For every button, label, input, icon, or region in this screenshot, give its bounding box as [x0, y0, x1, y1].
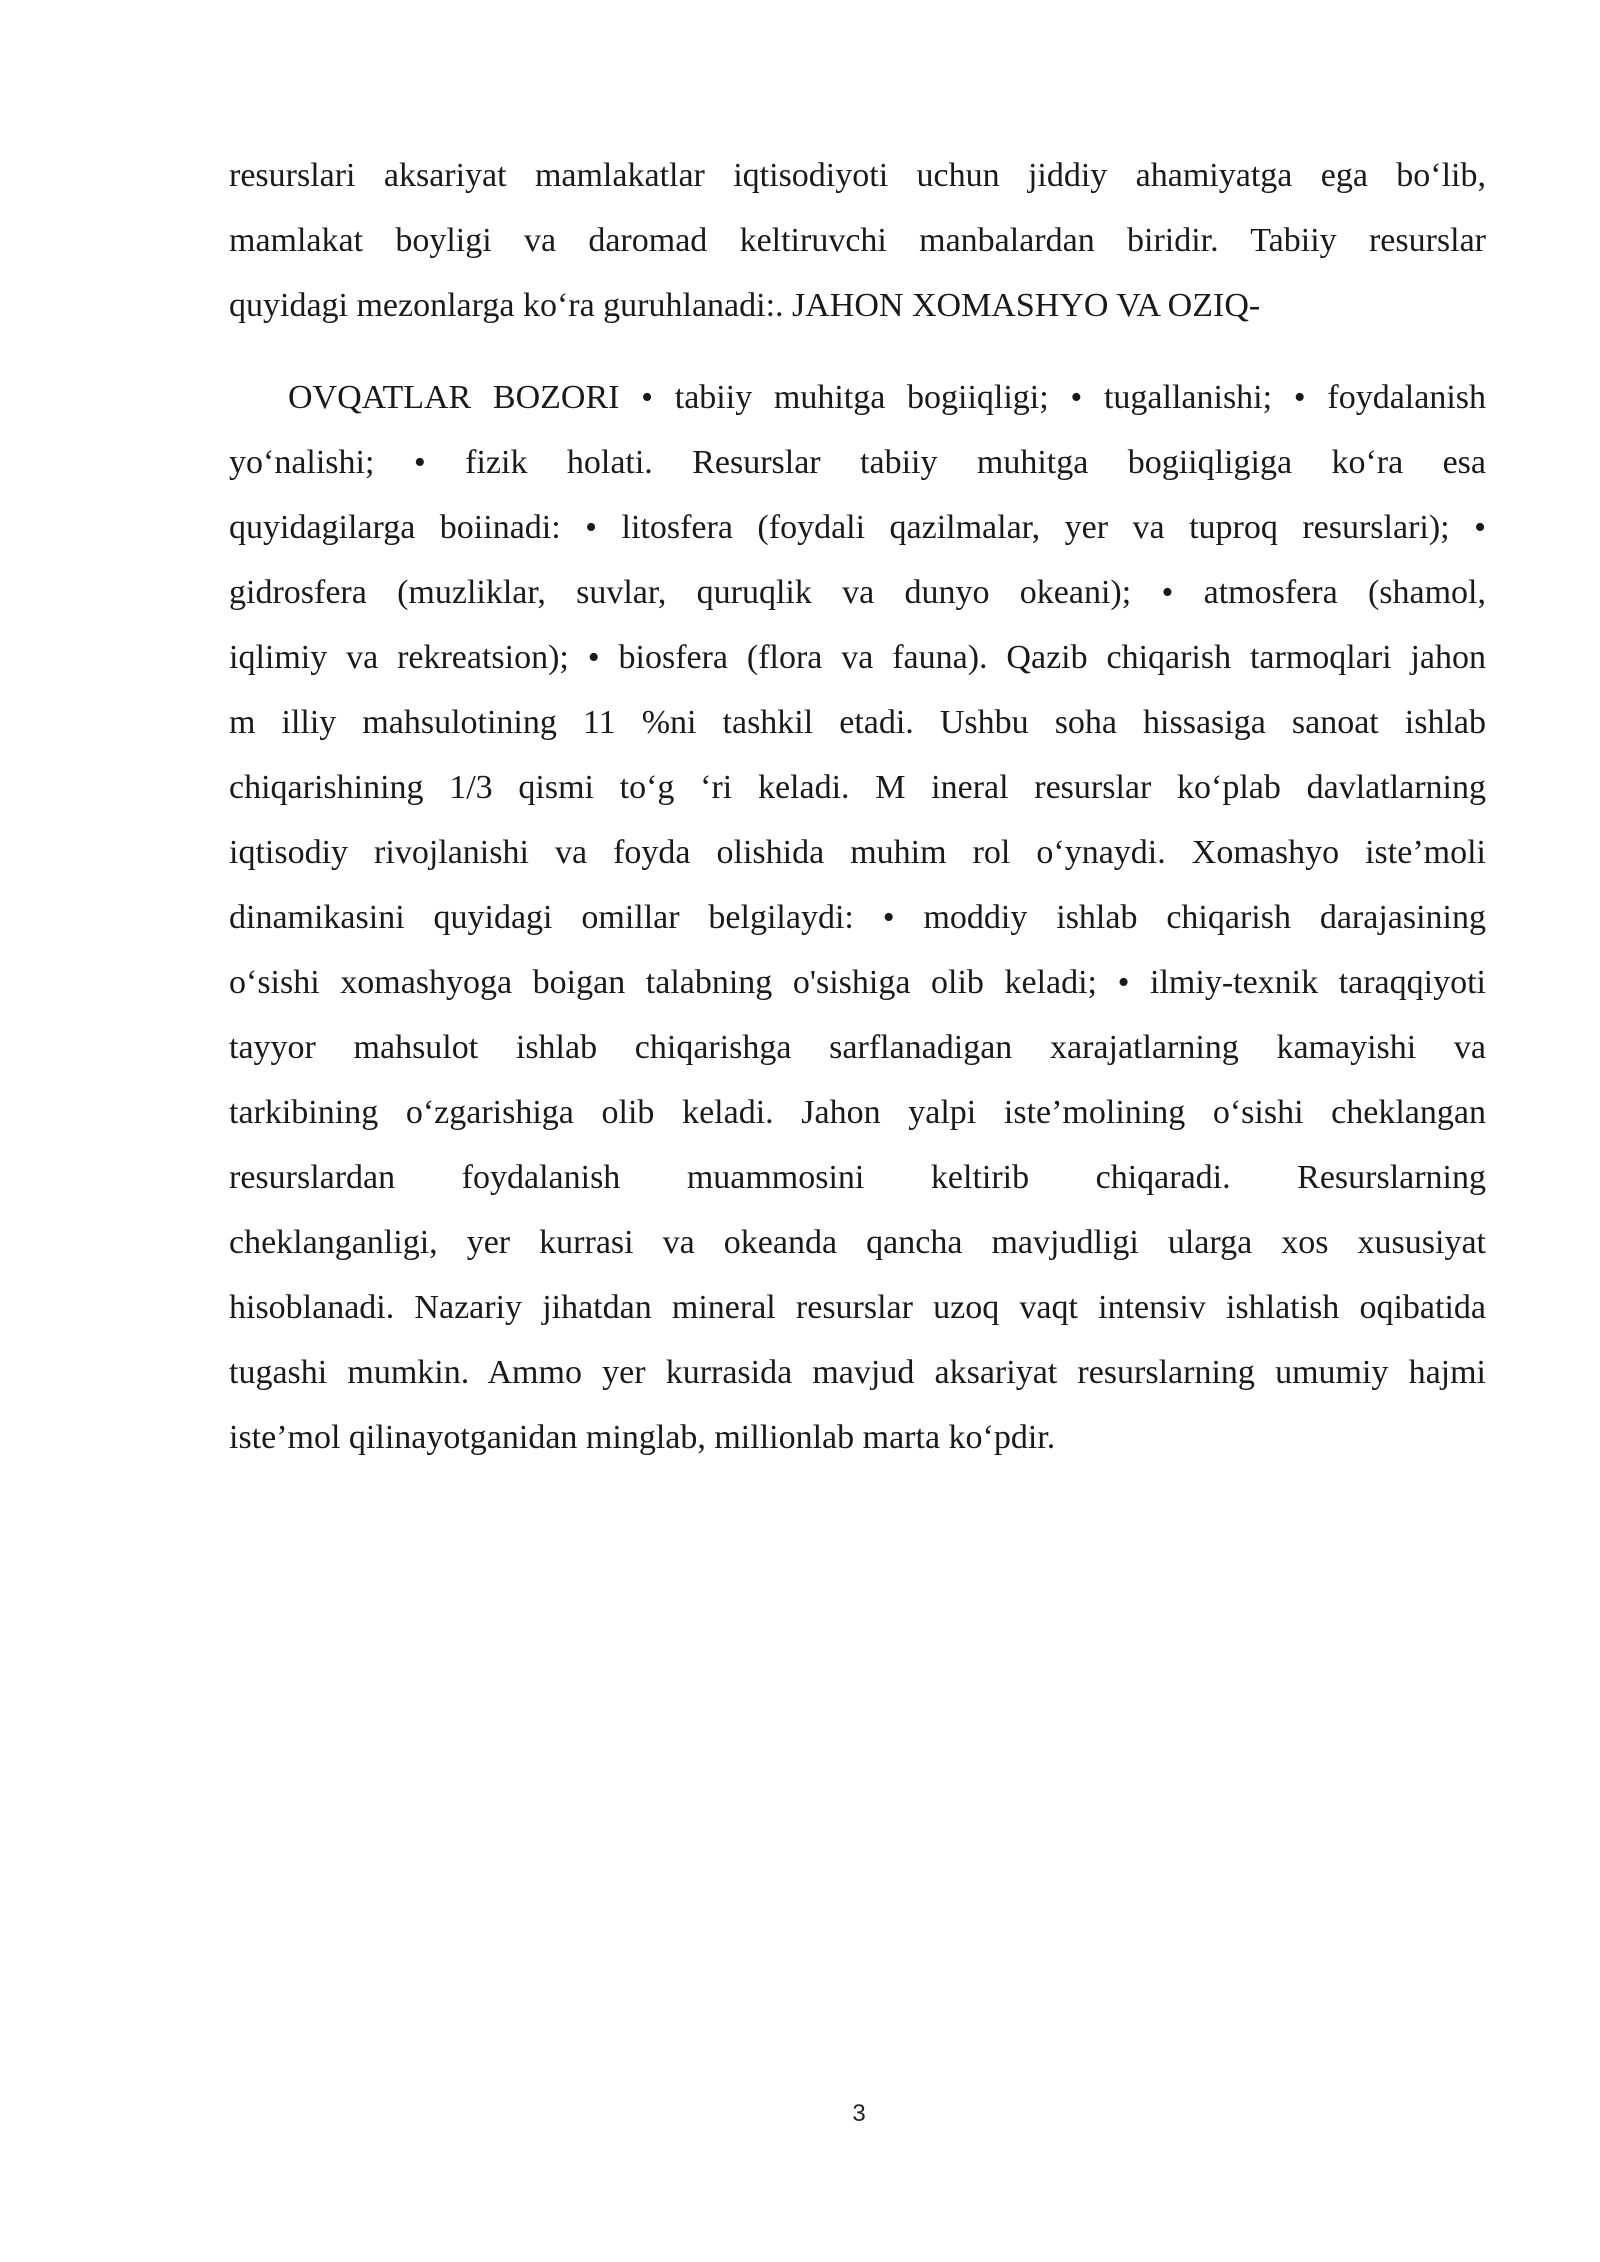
text-line: hisoblanadi. Nazariy jihatdan mineral resurslar uzoq vaqt intensiv ishlatish oqibatida [229, 1289, 1486, 1326]
text-line: OVQATLAR BOZORI • tabiiy muhitga bogiiqligi; • tugallanishi; • foydalanish [288, 379, 1486, 416]
text-line: m illiy mahsulotining 11 %ni tashkil etadi. Ushbu soha hissasiga sanoat ishlab [229, 704, 1486, 741]
text-line: o‘sishi xomashyoga boigan talabning o'sishiga olib keladi; • ilmiy-texnik taraqqiyoti [229, 964, 1486, 1001]
text-line: quyidagi mezonlarga ko‘ra guruhlanadi:. JAHON XOMASHYO VA OZIQ- [229, 287, 1261, 324]
text-line: tayyor mahsulot ishlab chiqarishga sarflanadigan xarajatlarning kamayishi va [229, 1029, 1486, 1066]
paragraph-1 [229, 143, 1486, 338]
text-line: quyidagilarga boiinadi: • litosfera (foydali qazilmalar, yer va tuproq resurslari); • [229, 509, 1486, 546]
page-number: 3 [852, 2100, 866, 2127]
text-line: tugashi mumkin. Ammo yer kurrasida mavjud aksariyat resurslarning umumiy hajmi [229, 1354, 1486, 1391]
text-line: tarkibining o‘zgarishiga olib keladi. Jahon yalpi iste’molining o‘sishi cheklangan [229, 1094, 1486, 1131]
text-line: yo‘nalishi; • fizik holati. Resurslar tabiiy muhitga bogiiqligiga ko‘ra esa [229, 444, 1486, 481]
text-line: resurslari aksariyat mamlakatlar iqtisodiyoti uchun jiddiy ahamiyatga ega bo‘lib, [229, 157, 1486, 194]
text-line: iqlimiy va rekreatsion); • biosfera (flora va fauna). Qazib chiqarish tarmoqlari jahon [229, 639, 1486, 676]
text-line: dinamikasini quyidagi omillar belgilaydi: • moddiy ishlab chiqarish darajasining [229, 899, 1486, 936]
text-line: mamlakat boyligi va daromad keltiruvchi manbalardan biridir. Tabiiy resurslar [229, 222, 1486, 259]
text-line: resurslardan foydalanish muammosini keltirib chiqaradi. Resurslarning [229, 1159, 1486, 1196]
paragraph-2 [229, 365, 1486, 1470]
text-line: iqtisodiy rivojlanishi va foyda olishida muhim rol o‘ynaydi. Xomashyo iste’moli [229, 834, 1486, 871]
text-line: chiqarishining 1/3 qismi to‘g ‘ri keladi. M ineral resurslar ko‘plab davlatlarning [229, 769, 1486, 806]
text-line: iste’mol qilinayotganidan minglab, millionlab marta ko‘pdir. [229, 1419, 1056, 1456]
text-line: cheklanganligi, yer kurrasi va okeanda qancha mavjudligi ularga xos xususiyat [229, 1224, 1486, 1261]
text-line: gidrosfera (muzliklar, suvlar, quruqlik va dunyo okeani); • atmosfera (shamol, [229, 574, 1486, 611]
